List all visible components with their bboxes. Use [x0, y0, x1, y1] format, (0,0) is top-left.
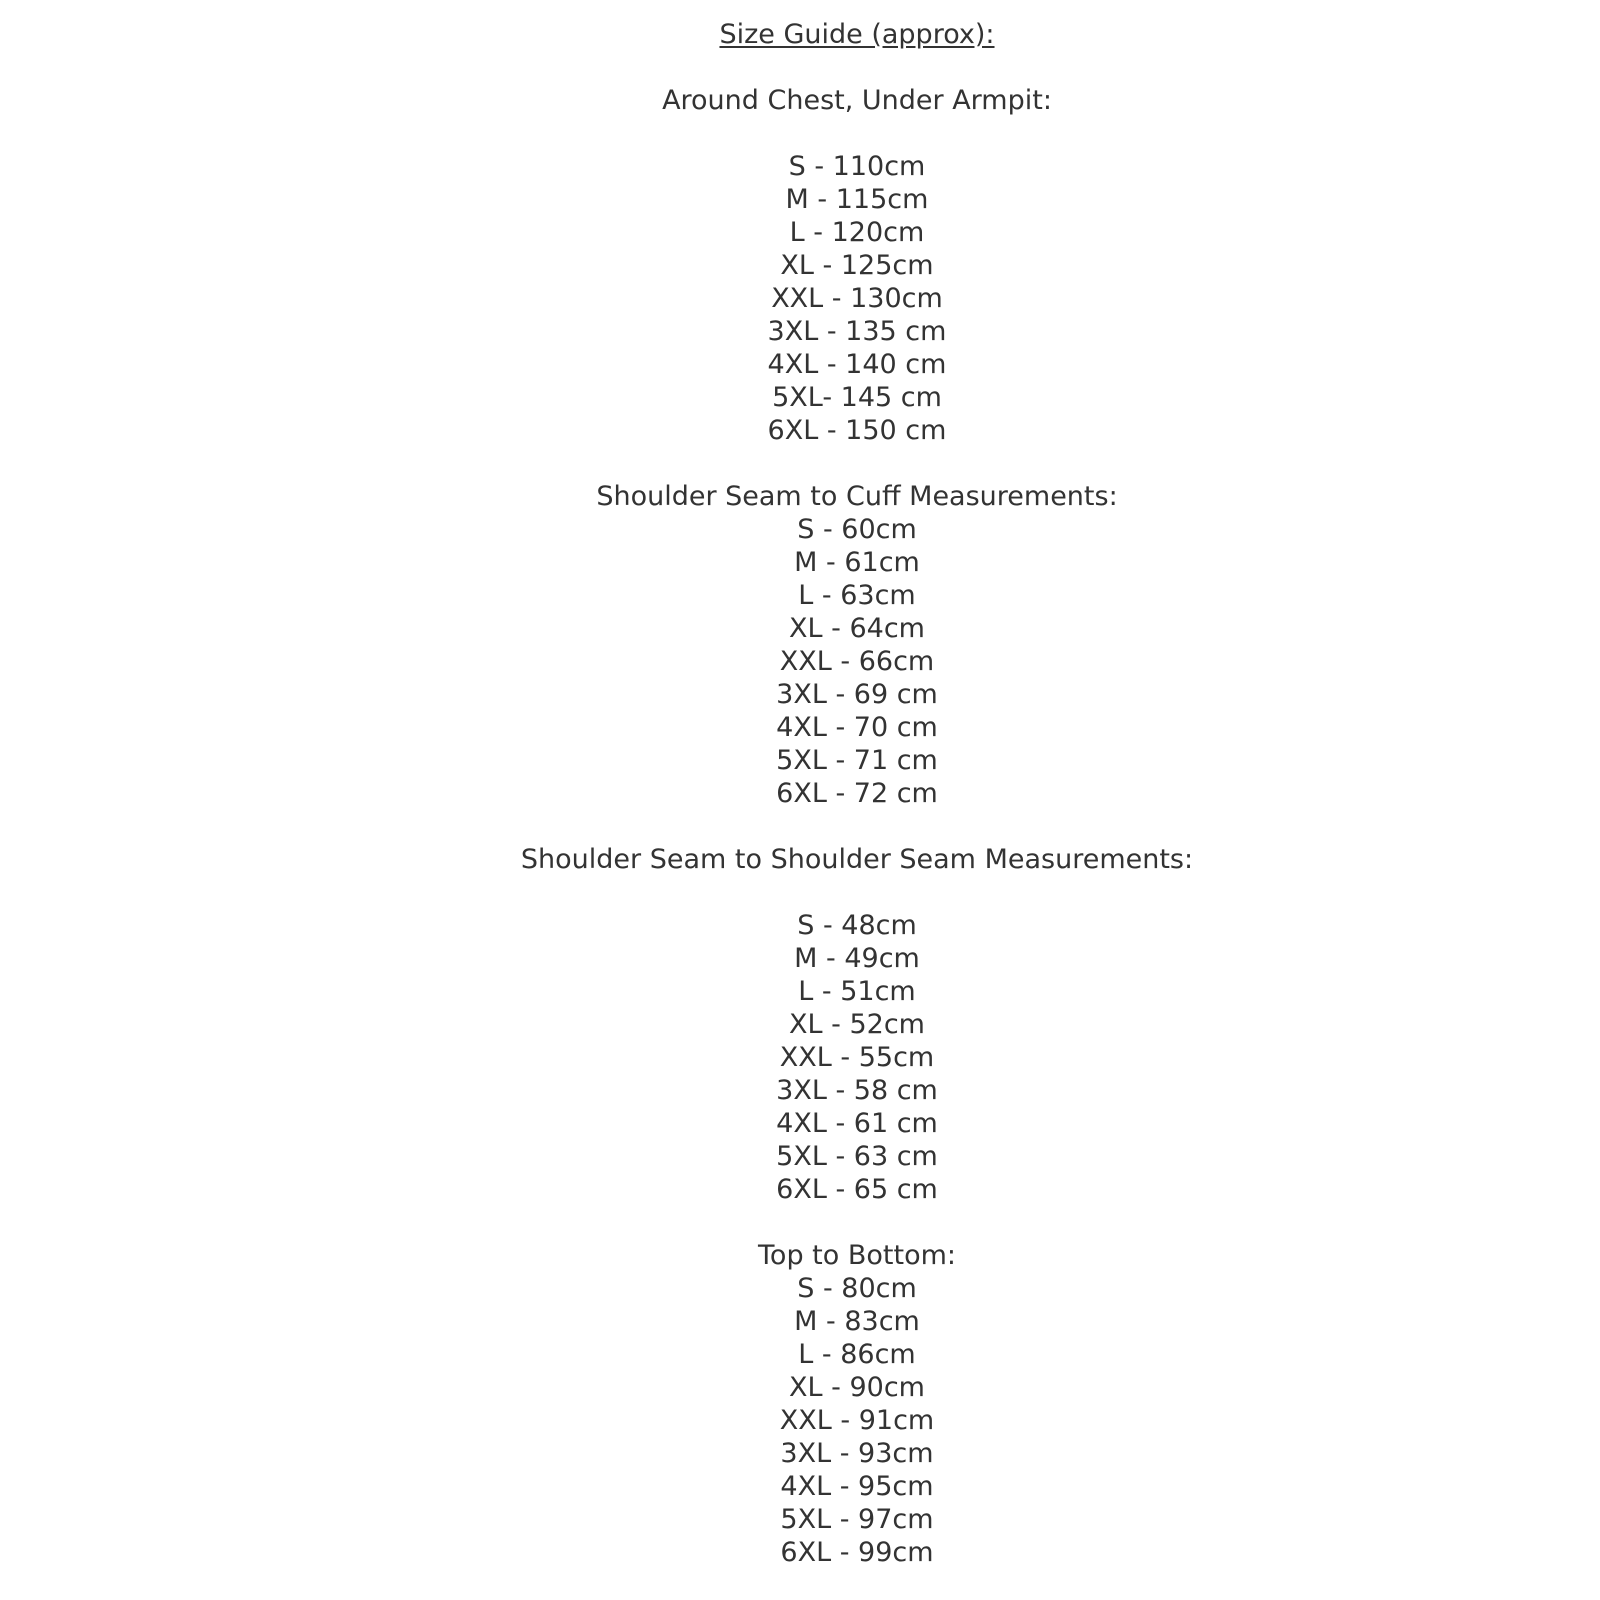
size-row: XXL - 130cm: [771, 283, 943, 314]
section-around-chest: [114, 84, 1600, 447]
size-row: 4XL - 140 cm: [767, 349, 947, 380]
size-row: 3XL - 93cm: [780, 1438, 934, 1469]
size-row: XL - 125cm: [780, 250, 934, 281]
size-row: S - 110cm: [788, 151, 926, 182]
section-heading-shoulder-seam-to-shoulder-seam: Shoulder Seam to Shoulder Seam Measurements:: [520, 844, 1194, 875]
size-row: 6XL - 65 cm: [776, 1174, 938, 1205]
size-row: XL - 64cm: [789, 613, 925, 644]
size-row: L - 86cm: [798, 1339, 916, 1370]
size-row: M - 83cm: [794, 1306, 920, 1337]
size-row: M - 49cm: [794, 943, 920, 974]
size-row: S - 48cm: [797, 910, 917, 941]
size-row: 4XL - 61 cm: [776, 1108, 938, 1139]
size-row: 4XL - 95cm: [780, 1471, 934, 1502]
size-row: 4XL - 70 cm: [776, 712, 938, 743]
size-row: 6XL - 72 cm: [776, 778, 938, 809]
size-row: M - 61cm: [794, 547, 920, 578]
size-row: S - 60cm: [797, 514, 917, 545]
size-row: 6XL - 150 cm: [767, 415, 947, 446]
size-row: L - 63cm: [798, 580, 916, 611]
document-title: Size Guide (approx):: [719, 19, 995, 50]
size-row: M - 115cm: [785, 184, 929, 215]
size-row: 3XL - 69 cm: [776, 679, 938, 710]
section-shoulder-seam-to-cuff: [114, 480, 1600, 810]
size-row: S - 80cm: [797, 1273, 917, 1304]
size-row: 6XL - 99cm: [780, 1537, 934, 1568]
size-row: XXL - 66cm: [779, 646, 935, 677]
section-heading-shoulder-seam-to-cuff: Shoulder Seam to Cuff Measurements:: [596, 481, 1118, 512]
section-heading-top-to-bottom: Top to Bottom:: [758, 1240, 956, 1271]
size-rows-shoulder-seam-to-cuff: [114, 513, 1600, 810]
size-row: 5XL - 71 cm: [776, 745, 938, 776]
section-heading-around-chest: Around Chest, Under Armpit:: [662, 85, 1052, 116]
section-top-to-bottom: [114, 1239, 1600, 1569]
size-row: XL - 52cm: [789, 1009, 925, 1040]
size-row: 3XL - 58 cm: [776, 1075, 938, 1106]
size-row: 5XL - 97cm: [780, 1504, 934, 1535]
size-row: 5XL- 145 cm: [772, 382, 942, 413]
size-row: L - 51cm: [798, 976, 916, 1007]
size-row: XL - 90cm: [789, 1372, 925, 1403]
size-row: 3XL - 135 cm: [767, 316, 947, 347]
size-rows-top-to-bottom: [114, 1272, 1600, 1569]
size-row: 5XL - 63 cm: [776, 1141, 938, 1172]
size-rows-shoulder-seam-to-shoulder-seam: [114, 909, 1600, 1206]
size-row: XXL - 55cm: [779, 1042, 935, 1073]
size-rows-around-chest: [114, 150, 1600, 447]
section-shoulder-seam-to-shoulder-seam: [114, 843, 1600, 1206]
size-row: L - 120cm: [789, 217, 925, 248]
size-row: XXL - 91cm: [779, 1405, 935, 1436]
